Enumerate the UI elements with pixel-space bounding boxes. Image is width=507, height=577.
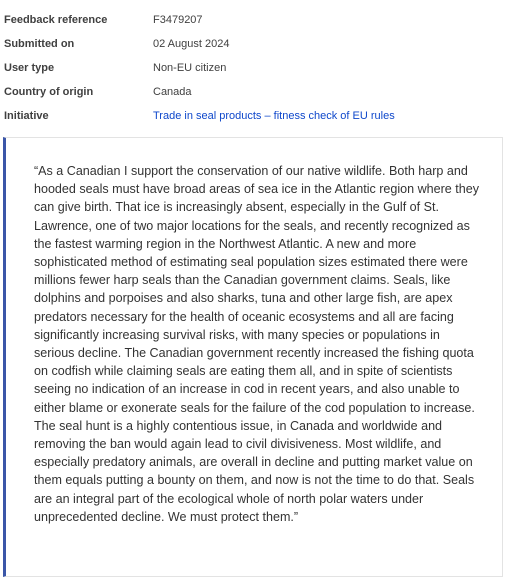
submitted-on-label: Submitted on	[4, 38, 75, 50]
user-type-label: User type	[4, 62, 55, 74]
initiative-row	[4, 104, 504, 128]
country-of-origin-row	[4, 80, 504, 104]
user-type-value: Non-EU citizen	[153, 62, 227, 74]
country-of-origin-value: Canada	[153, 86, 192, 98]
feedback-reference-value: F3479207	[153, 14, 203, 26]
feedback-details	[4, 8, 504, 128]
initiative-link[interactable]: Trade in seal products – fitness check of EU rules	[153, 110, 395, 122]
feedback-text: “As a Canadian I support the conservation of our native wildlife. Both harp and hooded seals must have broad areas of sea ice in the Atlantic region where they can give birth. That ice is increasingly absent, especially in the Gulf of St. Lawrence, one of two major locations for the seals, and recently recognized as the fastest warming region in the Northwest Atlantic. A new and more sophisticated method of estimating seal population sizes estimated there were millions fewer harp seals than the Canadian government claims. Seals, like dolphins and porpoises and also sharks, tuna and other large fish, are apex predators necessary for the health of oceanic ecosystems and all are facing significantly increasing survival risks, with many species or populations in serious decline. The Canadian government recently increased the fishing quota on codfish while claiming seals are eating them all, and in spite of scientists seeing no indication of an increase in cod in recent years, and also unable to either blame or exonerate seals for the failure of the cod population to increase. The seal hunt is a highly contentious issue, in Canada and worldwide and removing the ban would again lead to civil divisiveness. Most wildlife, and especially predatory animals, are overall in decline and putting market value on them equals putting a bounty on them, and now is not the time to do that. Seals are an integral part of the ecological whole of north polar waters under unprecedented decline. We must protect them.”	[34, 164, 479, 524]
feedback-reference-label: Feedback reference	[4, 14, 108, 26]
user-type-row	[4, 56, 504, 80]
country-of-origin-label: Country of origin	[4, 86, 94, 98]
submitted-on-value: 02 August 2024	[153, 38, 230, 50]
submitted-on-row	[4, 32, 504, 56]
feedback-quote-box	[3, 137, 503, 577]
initiative-label: Initiative	[4, 110, 49, 122]
feedback-reference-row	[4, 8, 504, 32]
